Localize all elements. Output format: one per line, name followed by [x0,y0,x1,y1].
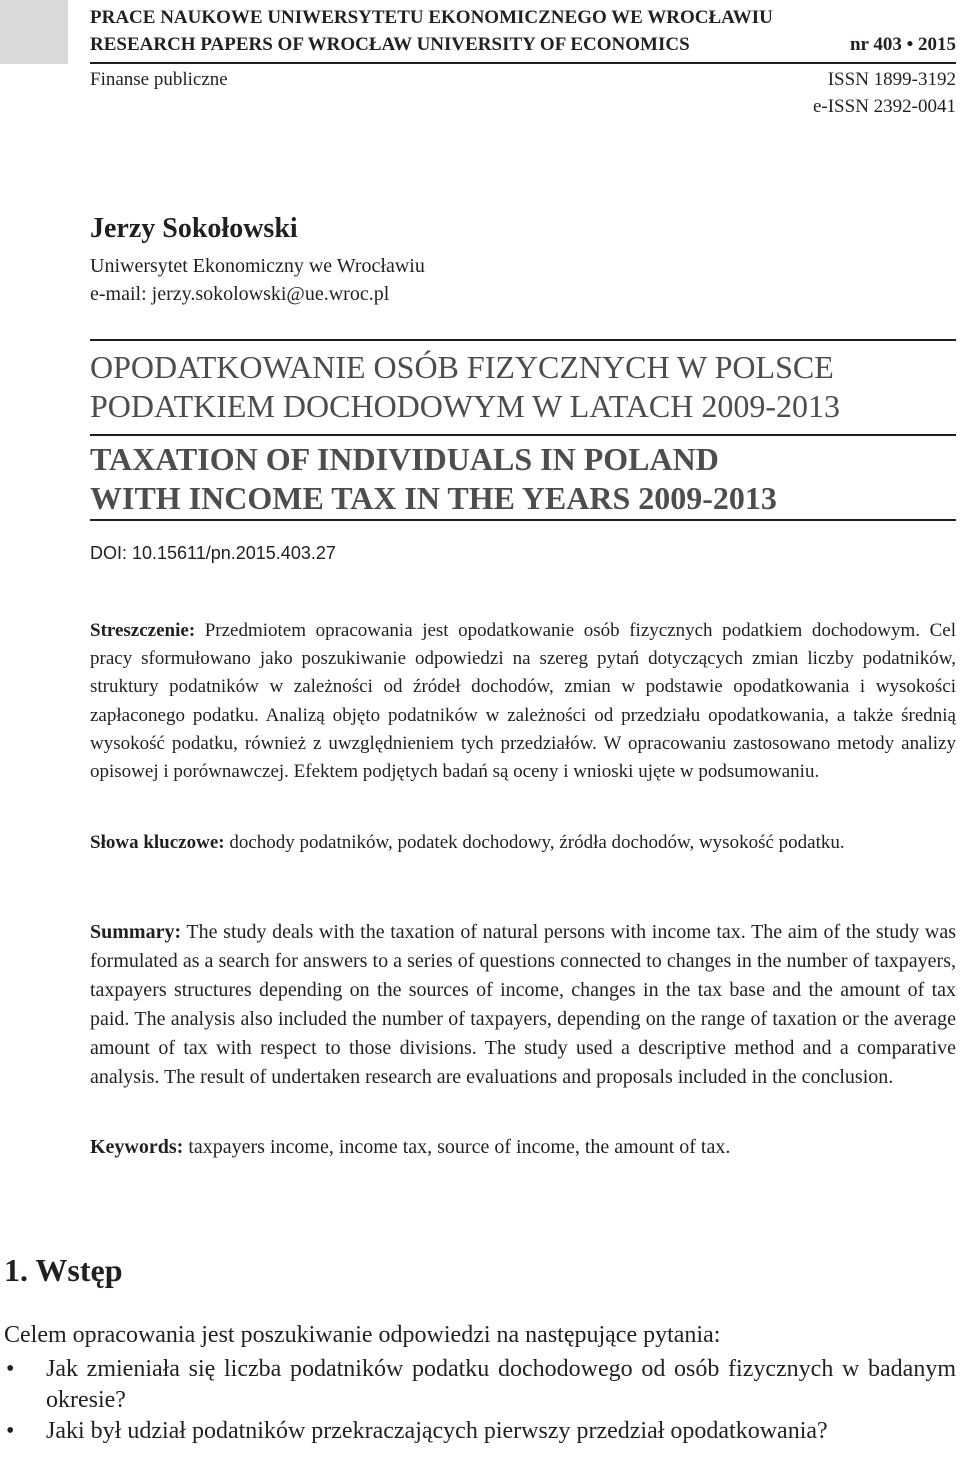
question-list [4,1354,956,1447]
header-rule [90,62,956,64]
title-pl [90,348,956,426]
journal-title-en-row [90,31,956,58]
keywords-pl-label: Słowa kluczowe: [90,832,225,853]
title-en-line1: TAXATION OF INDIVIDUALS IN POLAND [90,441,719,477]
title-pl-line1: OPODATKOWANIE OSÓB FIZYCZNYCH W POLSCE [90,349,834,385]
series-row [90,66,956,120]
gray-corner-block [0,0,68,64]
abstract-pl-label: Streszczenie: [90,620,196,641]
author-email: e-mail: jerzy.sokolowski@ue.wroc.pl [90,283,390,305]
title-pl-line2: PODATKIEM DOCHODOWYM W LATACH 2009-2013 [90,388,841,424]
abstract-pl-text: Przedmiotem opracowania jest opodatkowanie osób fizycznych podatkiem dochodowym. Cel pracy sformułowano jako poszukiwanie odpowiedzi na szereg pytań dotyczących zmian liczby podatników, struktury podatników w zależności od źródeł dochodów, zmian w podstawie opodatkowania i wysokości zapłaconego podatku. Analizą objęto podatników w zależności od przedziału opodatkowania, a także średnią wysokość podatku, również z uwzględnieniem tych przedziałów. W opracowaniu zastosowano metody analizy opisowej i porównawczej. Efektem podjętych badań są oceny i wnioski ujęte w podsumowaniu. [90,620,956,783]
eissn: e-ISSN 2392-0041 [812,96,956,117]
abstract-pl [90,617,956,786]
list-item: • Jak zmieniała się liczba podatników podatku dochodowego od osób fizycznych w badanym okresie? [4,1354,956,1416]
keywords-en [90,1133,956,1162]
author-affiliation-block [90,252,425,308]
section-heading: 1. Wstęp [4,1252,123,1288]
section-intro: Celem opracowania jest poszukiwanie odpowiedzi na następujące pytania: [4,1322,721,1348]
abstract-en-label: Summary: [90,921,182,943]
abstract-en [90,918,956,1092]
keywords-en-text: taxpayers income, income tax, source of income, the amount of tax. [183,1136,731,1158]
doi: DOI: 10.15611/pn.2015.403.27 [90,543,336,563]
journal-title-pl-row [90,4,956,31]
title-middle-rule [90,434,956,436]
journal-title-en: RESEARCH PAPERS OF WROCŁAW UNIVERSITY OF ECONOMICS [90,34,690,55]
list-item: • Jaki był udział podatników przekraczających pierwszy przedział opodatkowania? [4,1416,956,1447]
title-top-rule [90,339,956,341]
keywords-pl-text: dochody podatników, podatek dochodowy, źródła dochodów, wysokość podatku. [224,832,845,853]
title-bottom-rule [90,519,956,521]
journal-title-pl: PRACE NAUKOWE UNIWERSYTETU EKONOMICZNEGO WE WROCŁAWIU [90,7,773,28]
author-name: Jerzy Sokołowski [90,213,298,244]
issn-block [813,66,956,120]
keywords-en-label: Keywords: [90,1136,184,1158]
series-name: Finanse publiczne [90,69,228,90]
abstract-en-text: The study deals with the taxation of natural persons with income tax. The aim of the study was formulated as a search for answers to a series of questions connected to changes in the number of taxpayers, taxpayers structures depending on the sources of income, changes in the tax base and the amount of tax paid. The analysis also included the number of taxpayers, depending on the range of taxation or the average amount of tax with respect to those divisions. The study used a descriptive method and a comparative analysis. The result of undertaken research are evaluations and proposals included in the conclusion. [90,921,956,1088]
author-affiliation: Uniwersytet Ekonomiczny we Wrocławiu [90,255,425,277]
title-en-line2: WITH INCOME TAX IN THE YEARS 2009-2013 [90,480,777,516]
title-en [90,440,956,518]
issn: ISSN 1899-3192 [827,69,956,90]
journal-header [90,4,956,58]
issue-number: nr 403 • 2015 [849,34,956,55]
keywords-pl [90,829,956,857]
